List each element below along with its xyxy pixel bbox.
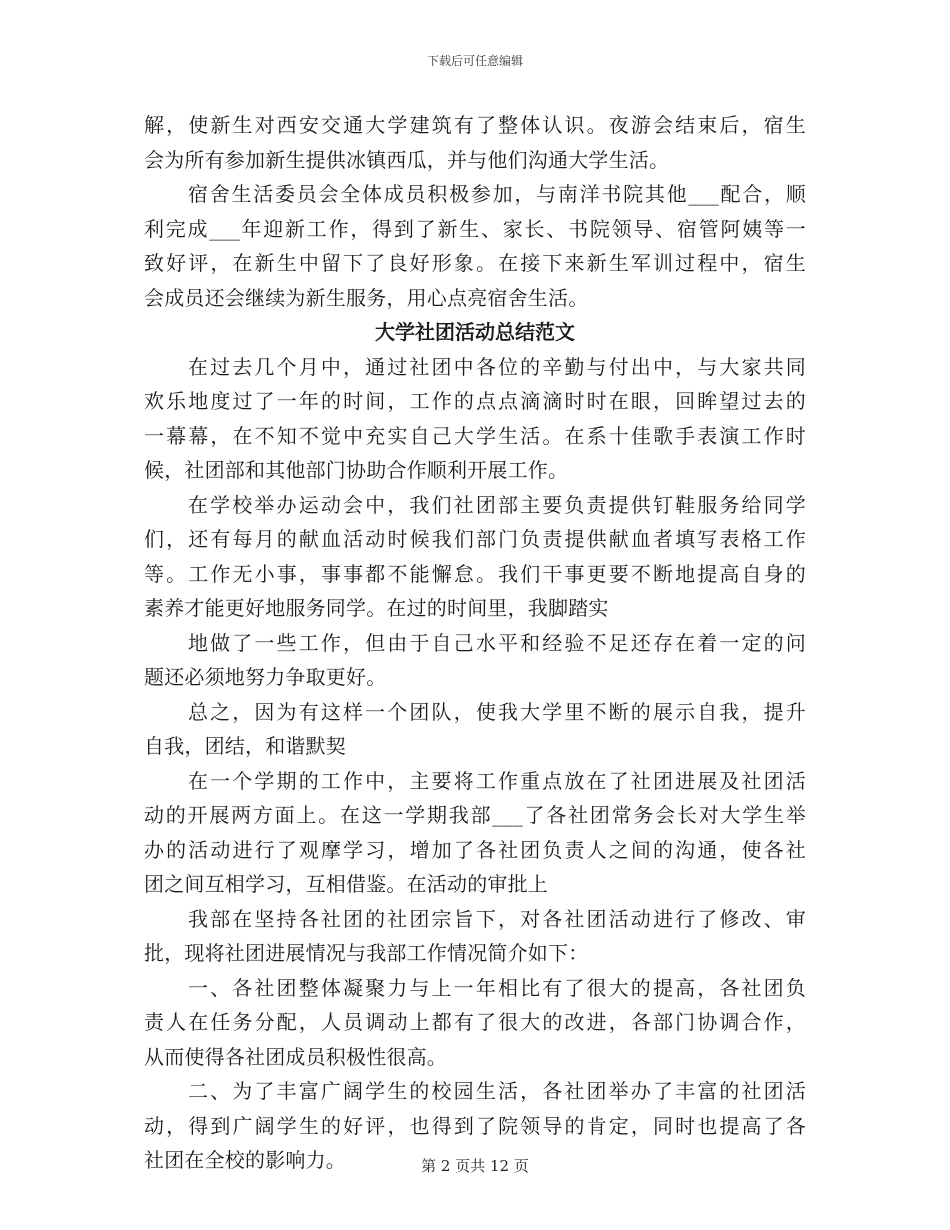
text-line: 动的开展两方面上。在这一学期我部___了各社团常务会长对大学生举 [144, 803, 806, 827]
text-line: 在一个学期的工作中，主要将工作重点放在了社团进展及社团活 [188, 768, 806, 793]
text-line: 总之，因为有这样一个团队，使我大学里不断的展示自我，提升 [188, 699, 806, 724]
text-line: 等。工作无小事，事事都不能懈怠。我们干事更要不断地提高自身的 [144, 561, 806, 586]
text-line: 致好评，在新生中留下了良好形象。在接下来新生军训过程中，宿生 [144, 251, 806, 275]
text-line: 利完成___年迎新工作，得到了新生、家长、书院领导、宿管阿姨等一 [144, 216, 806, 241]
text-line: 宿舍生活委员会全体成员积极参加，与南洋书院其他___配合，顺 [188, 182, 806, 206]
text-line: 会成员还会继续为新生服务，用心点亮宿舍生活。 [144, 285, 589, 310]
section-title: 大学社团活动总结范文 [375, 320, 575, 344]
paragraph-block-main [144, 350, 806, 1178]
text-line: 在学校举办运动会中，我们社团部主要负责提供钉鞋服务给同学 [188, 492, 806, 517]
text-line: 一、各社团整体凝聚力与上一年相比有了很大的提高，各社团负 [188, 975, 806, 1000]
text-line: 动，得到广阔学生的好评，也得到了院领导的肯定，同时也提高了各 [144, 1113, 806, 1138]
text-line: 自我，团结，和谐默契 [144, 734, 346, 758]
text-line: 批，现将社团进展情况与我部工作情况简介如下： [144, 941, 589, 965]
text-line: 社团在全校的影响力。 [144, 1148, 346, 1172]
text-line: 从而使得各社团成员积极性很高。 [144, 1044, 447, 1069]
paragraph-block-intro [144, 108, 806, 315]
text-line: 二、为了丰富广阔学生的校园生活，各社团举办了丰富的社团活 [188, 1079, 806, 1103]
text-line: 我部在坚持各社团的社团宗旨下，对各社团活动进行了修改、审 [188, 906, 806, 931]
text-line: 素养才能更好地服务同学。在过的时间里，我脚踏实 [144, 596, 609, 620]
text-line: 会为所有参加新生提供冰镇西瓜，并与他们沟通大学生活。 [144, 147, 670, 172]
text-line: 候，社团部和其他部门协助合作顺利开展工作。 [144, 458, 569, 482]
document-body [144, 108, 806, 1178]
text-line: 题还必须地努力争取更好。 [144, 665, 387, 689]
text-line: 在过去几个月中，通过社团中各位的辛勤与付出中，与大家共同 [188, 354, 806, 379]
text-line: 责人在任务分配，人员调动上都有了很大的改进，各部门协调合作， [144, 1010, 806, 1034]
text-line: 地做了一些工作，但由于自己水平和经验不足还存在着一定的问 [188, 630, 806, 655]
text-line: 团之间互相学习，互相借鉴。在活动的审批上 [144, 872, 548, 896]
page-footer: 第 2 页共 12 页 [421, 1157, 529, 1175]
page-header: 下载后可任意编辑 [426, 54, 523, 68]
text-line: 办的活动进行了观摩学习，增加了各社团负责人之间的沟通，使各社 [144, 837, 806, 862]
text-line: 们，还有每月的献血活动时候我们部门负责提供献血者填写表格工作 [144, 527, 806, 551]
text-line: 解，使新生对西安交通大学建筑有了整体认识。夜游会结束后，宿生 [144, 113, 806, 137]
text-line: 一幕幕，在不知不觉中充实自己大学生活。在系十佳歌手表演工作时 [144, 423, 806, 448]
text-line: 欢乐地度过了一年的时间，工作的点点滴滴时时在眼，回眸望过去的 [144, 389, 806, 413]
